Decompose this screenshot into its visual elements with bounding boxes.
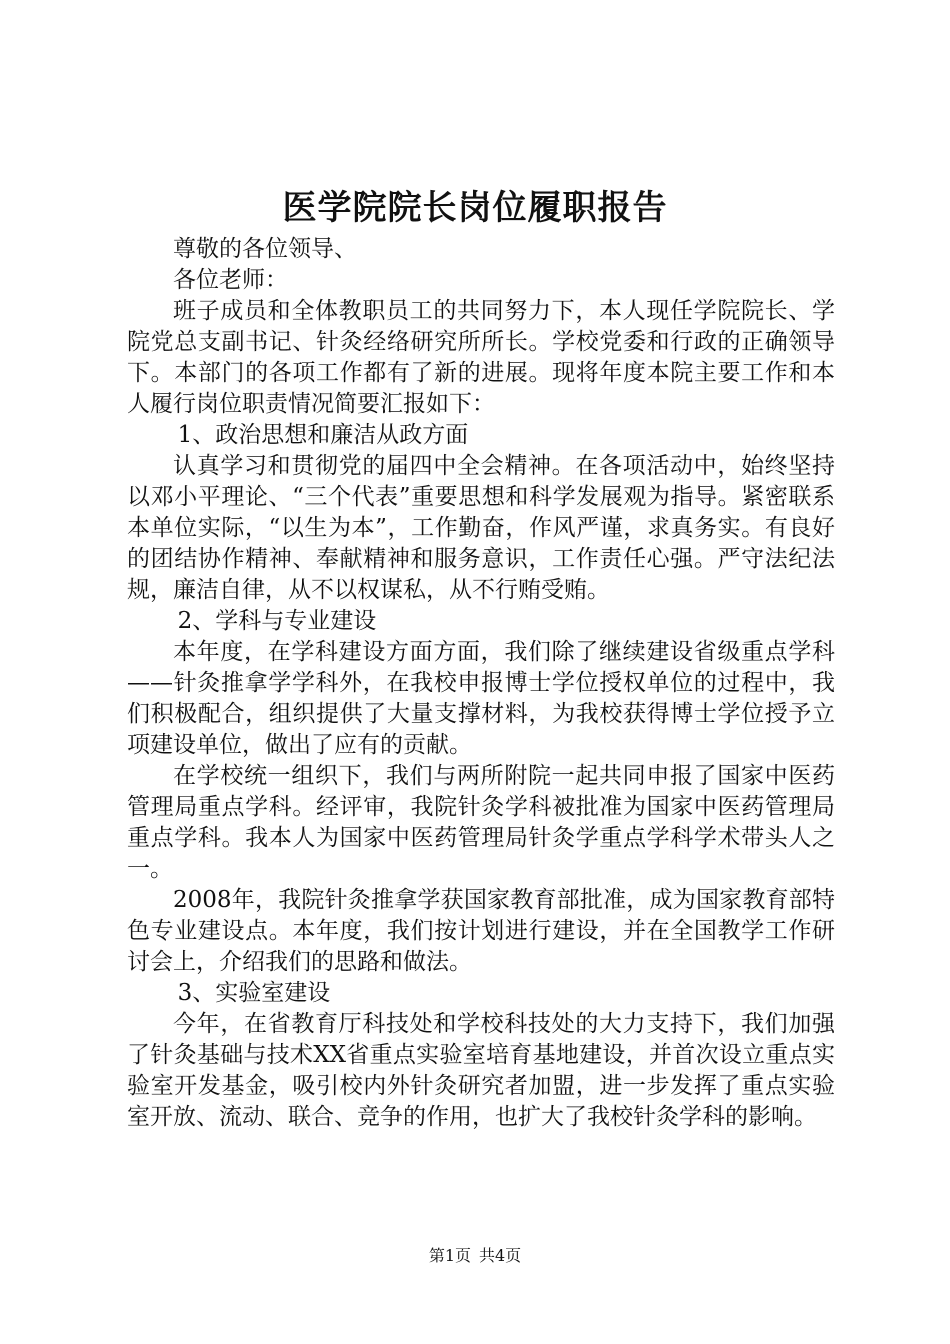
section-heading-1: 1、政治思想和廉洁从政方面 <box>177 422 469 448</box>
section-heading-3: 3、实验室建设 <box>177 980 331 1006</box>
salutation-line-1: 尊敬的各位领导、 <box>173 236 357 262</box>
document-body <box>127 234 835 1133</box>
section-2-paragraph-3: 2008年，我院针灸推拿学获国家教育部批准，成为国家教育部特色专业建设点。本年度，我们按计划进行建设，并在全国教学工作研讨会上，介绍我们的思路和做法。 <box>127 887 835 975</box>
section-2-paragraph-1: 本年度，在学科建设方面方面，我们除了继续建设省级重点学科——针灸推拿学学科外，在我校申报博士学位授权单位的过程中，我们积极配合，组织提供了大量支撑材料，为我校获得博士学位授予立项建设单位，做出了应有的贡献。 <box>127 639 835 758</box>
intro-paragraph: 班子成员和全体教职员工的共同努力下，本人现任学院院长、学院党总支副书记、针灸经络研究所所长。学校党委和行政的正确领导下。本部门的各项工作都有了新的进展。现将年度本院主要工作和本人履行岗位职责情况简要汇报如下： <box>127 298 835 417</box>
page-number: 第1页 <box>428 1246 471 1265</box>
document-title: 医学院院长岗位履职报告 <box>282 188 668 228</box>
section-heading-2: 2、学科与专业建设 <box>177 608 377 634</box>
section-2-paragraph-2: 在学校统一组织下，我们与两所附院一起共同申报了国家中医药管理局重点学科。经评审，我院针灸学科被批准为国家中医药管理局重点学科。我本人为国家中医药管理局针灸学重点学科学术带头人之一。 <box>127 763 835 882</box>
page-footer <box>0 1245 950 1267</box>
section-1-paragraph: 认真学习和贯彻党的届四中全会精神。在各项活动中，始终坚持以邓小平理论、“三个代表”重要思想和科学发展观为指导。紧密联系本单位实际，“以生为本”，工作勤奋，作风严谨，求真务实。有良好的团结协作精神、奉献精神和服务意识，工作责任心强。严守法纪法规，廉洁自律，从不以权谋私，从不行贿受贿。 <box>127 453 835 603</box>
page-total: 共4页 <box>479 1246 522 1265</box>
salutation-line-2: 各位老师： <box>173 267 288 293</box>
section-3-paragraph-1: 今年，在省教育厅科技处和学校科技处的大力支持下，我们加强了针灸基础与技术XX省重点实验室培育基地建设，并首次设立重点实验室开发基金，吸引校内外针灸研究者加盟，进一步发挥了重点实验室开放、流动、联合、竞争的作用，也扩大了我校针灸学科的影响。 <box>127 1011 835 1130</box>
